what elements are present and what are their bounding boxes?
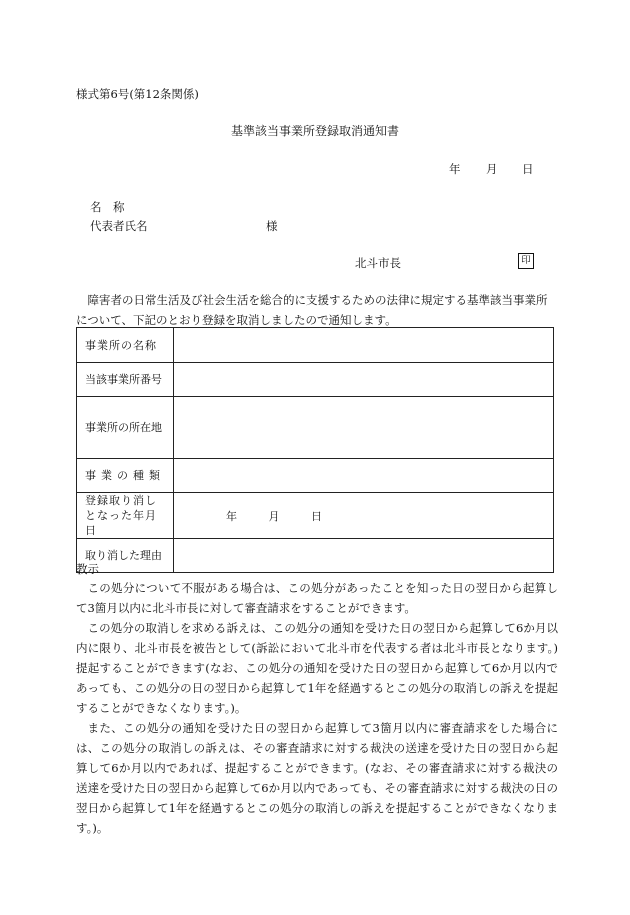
table-row (77, 397, 554, 459)
notice-paragraph-1: この処分について不服がある場合は、この処分があったことを知った日の翌日から起算して3箇月以内に北斗市長に対して審査請求をすることができます。 (76, 581, 558, 615)
notice-paragraph-3: また、この処分の通知を受けた日の翌日から起算して3箇月以内に審査請求をした場合には、この処分の取消しの訴えは、その審査請求に対する裁決の送達を受けた日の翌日から起算して6か月以内であれば、提起することができます。(なお、その審査請求に対する裁決の送達を受けた日の翌日から起算して6か月以内であっても、その審査請求に対する裁決の日の翌日から起算して1年を経過するとこの処分の取消しの訴えを提起することができなくなります。)。 (76, 721, 558, 835)
representative-name-label: 代表者氏名 (90, 219, 148, 233)
table-row (77, 539, 554, 573)
row-value-cancellation-reason (174, 539, 554, 573)
row-label-office-number: 当該事業所番号 (77, 363, 174, 397)
row-value-office-name (174, 328, 554, 363)
issuer-mayor: 北斗市長 (355, 256, 401, 270)
table-row (77, 328, 554, 363)
row-value-business-type (174, 459, 554, 493)
cancel-date-month-label: 月 (268, 509, 280, 523)
row-value-office-address (174, 397, 554, 459)
row-label-office-address: 事業所の所在地 (77, 397, 174, 459)
row-label-office-name: 事業所の名称 (77, 328, 174, 363)
notice-heading: 教示 (76, 562, 99, 576)
row-value-office-number (174, 363, 554, 397)
cancel-date-day-label: 日 (311, 509, 322, 523)
notice-paragraph-2: この処分の取消しを求める訴えは、この処分の通知を受けた日の翌日から起算して6か月以内に限り、北斗市長を被告として(訴訟において北斗市を代表する者は北斗市長となります。)提起することができます(なお、この処分の通知を受けた日の翌日から起算して6か月以内であっても、この処分の日の翌日から起算して1年を経過するとこの処分の取消しの訴えを提起することができなくなります。)。 (76, 621, 558, 715)
row-value-cancellation-date (174, 493, 554, 539)
date-month-label: 月 (486, 162, 498, 176)
registration-info-table (76, 327, 554, 573)
table-row (77, 363, 554, 397)
honorific-sama: 様 (266, 219, 278, 233)
form-number: 様式第6号(第12条関係) (76, 87, 199, 101)
document-title: 基準該当事業所登録取消通知書 (230, 124, 399, 138)
row-label-cancellation-reason: 取り消した理由 (77, 539, 174, 573)
cancel-date-year-label: 年 (226, 509, 237, 523)
table-row (77, 459, 554, 493)
date-day-label: 日 (522, 162, 534, 176)
row-label-cancellation-date: 登録取り消しとなった年月日 (77, 493, 174, 539)
recipient-name-label: 名 称 (90, 200, 125, 214)
table-row (77, 493, 554, 539)
row-label-business-type: 事業の種類 (77, 459, 174, 493)
seal-mark-icon: 印 (518, 253, 534, 269)
date-year-label: 年 (449, 162, 461, 176)
intro-paragraph: 障害者の日常生活及び社会生活を総合的に支援するための法律に規定する基準該当事業所について、下記のとおり登録を取消しましたので通知します。 (76, 293, 548, 327)
